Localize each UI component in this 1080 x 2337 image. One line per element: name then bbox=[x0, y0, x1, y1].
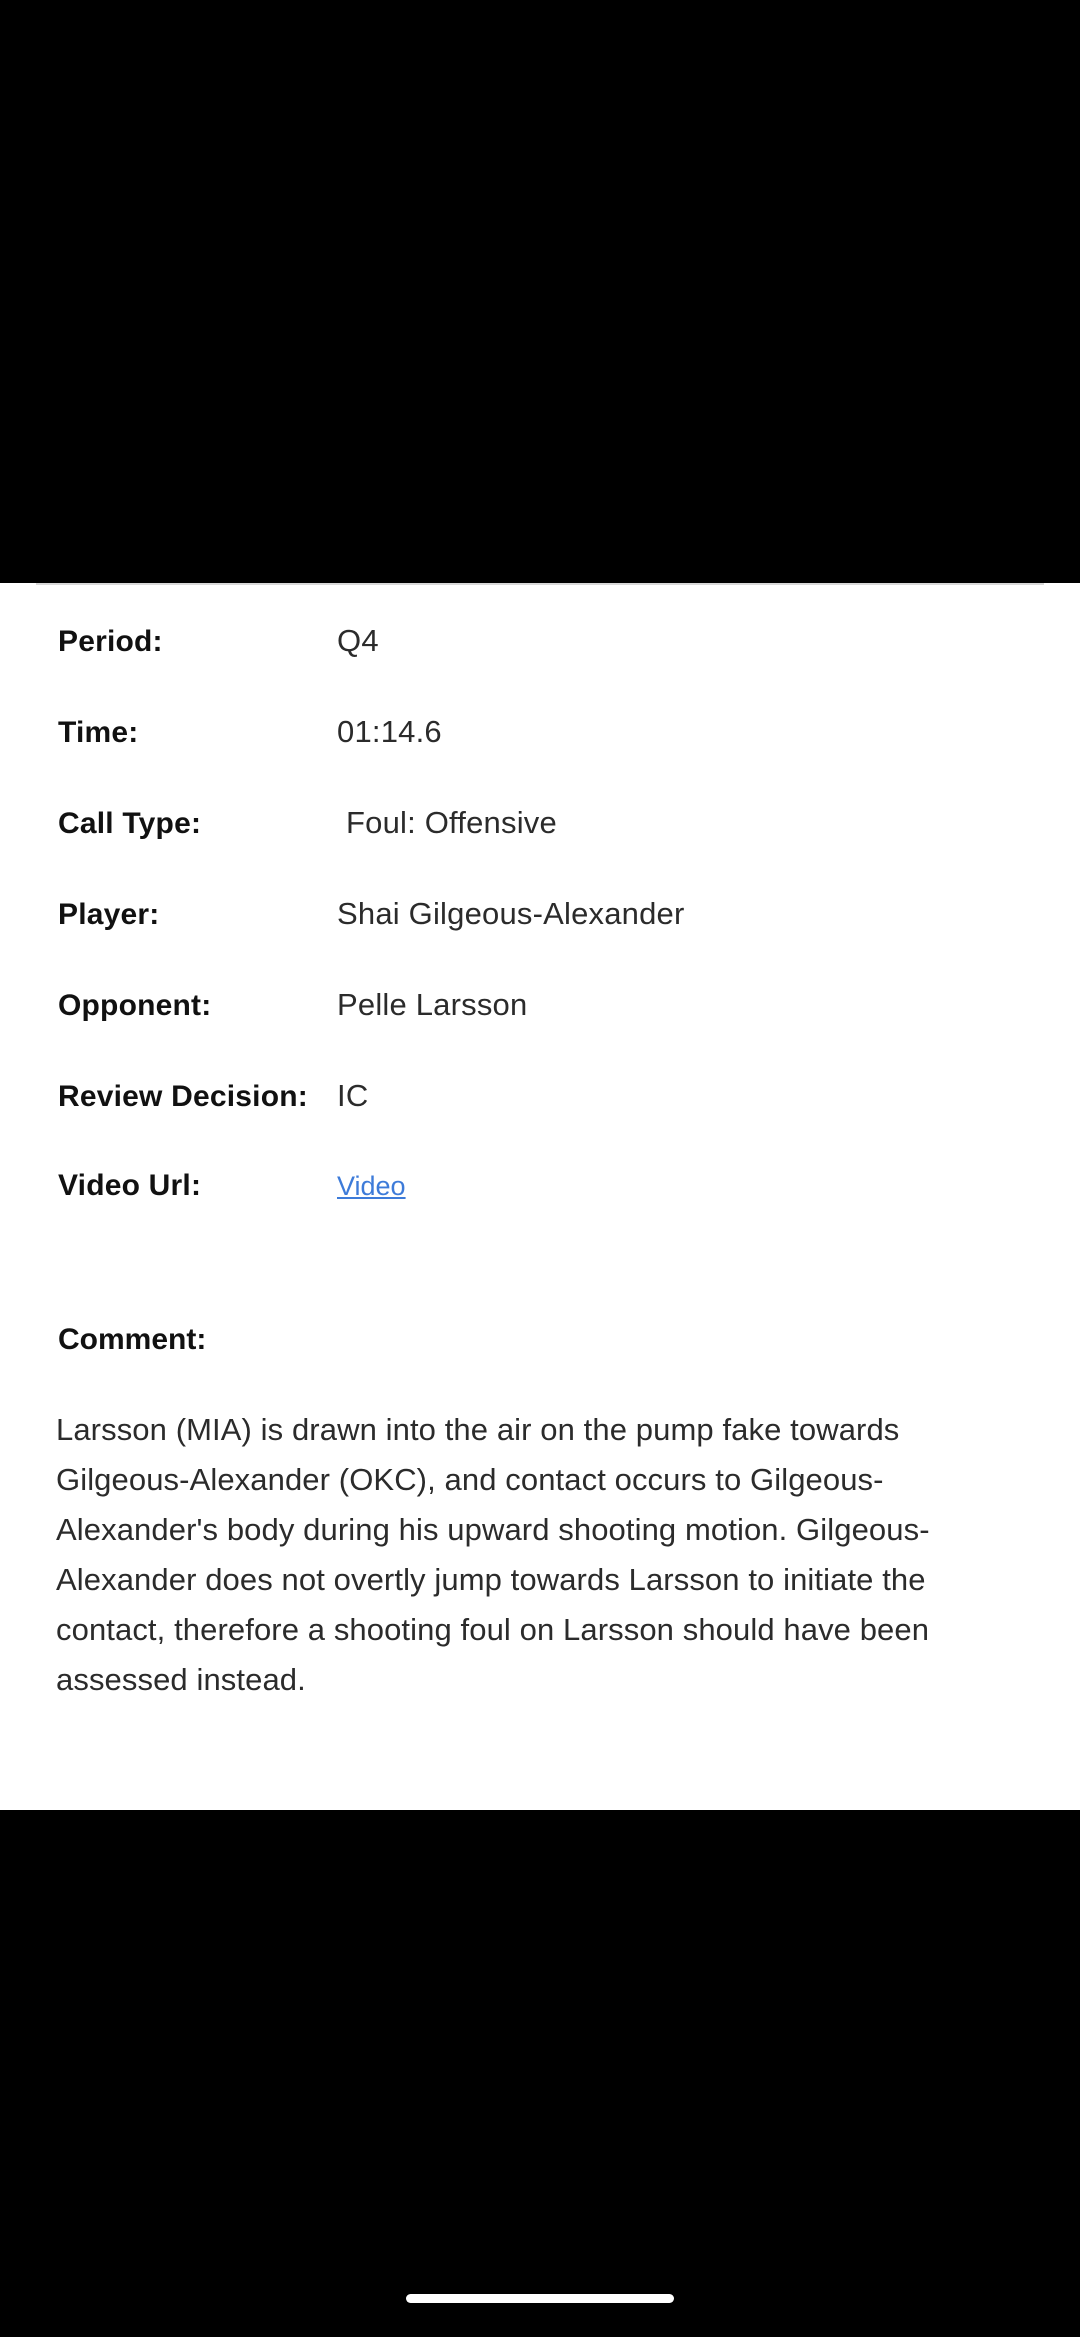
detail-value-review-decision: IC bbox=[337, 1078, 369, 1113]
detail-row-time bbox=[0, 714, 1080, 805]
detail-label-call-type: Call Type: bbox=[58, 807, 202, 840]
detail-label-review-decision: Review Decision: bbox=[58, 1080, 308, 1113]
detail-label-video-url: Video Url: bbox=[58, 1169, 202, 1202]
detail-value-call-type: Foul: Offensive bbox=[346, 805, 557, 840]
detail-label-player: Player: bbox=[58, 898, 160, 931]
comment-heading: Comment: bbox=[58, 1323, 207, 1356]
home-indicator[interactable] bbox=[406, 2294, 674, 2303]
detail-list bbox=[0, 623, 1080, 1260]
detail-value-player: Shai Gilgeous-Alexander bbox=[337, 896, 685, 931]
detail-label-period: Period: bbox=[58, 625, 163, 658]
comment-body: Larsson (MIA) is drawn into the air on the pump fake towards Gilgeous-Alexander (OKC), and contact occurs to Gilgeous-Alexander's body during his upward shooting motion. Gilgeous-Alexander does not overtly jump towards Larsson to initiate the contact, therefore a shooting foul on Larsson should have been assessed instead. bbox=[56, 1412, 930, 1697]
detail-row-period bbox=[0, 623, 1080, 714]
video-url-link[interactable]: Video bbox=[337, 1171, 406, 1201]
detail-value-period: Q4 bbox=[337, 623, 379, 658]
detail-row-opponent bbox=[0, 987, 1080, 1078]
call-detail-card bbox=[0, 583, 1080, 1810]
detail-value-opponent: Pelle Larsson bbox=[337, 987, 528, 1022]
detail-value-time: 01:14.6 bbox=[337, 714, 442, 749]
comment-section bbox=[0, 1323, 1080, 1705]
detail-row-video-url bbox=[0, 1169, 1080, 1260]
detail-row-review-decision bbox=[0, 1078, 1080, 1169]
card-top-divider bbox=[36, 583, 1044, 585]
detail-label-opponent: Opponent: bbox=[58, 989, 212, 1022]
detail-row-player bbox=[0, 896, 1080, 987]
detail-label-time: Time: bbox=[58, 716, 139, 749]
detail-row-call-type bbox=[0, 805, 1080, 896]
